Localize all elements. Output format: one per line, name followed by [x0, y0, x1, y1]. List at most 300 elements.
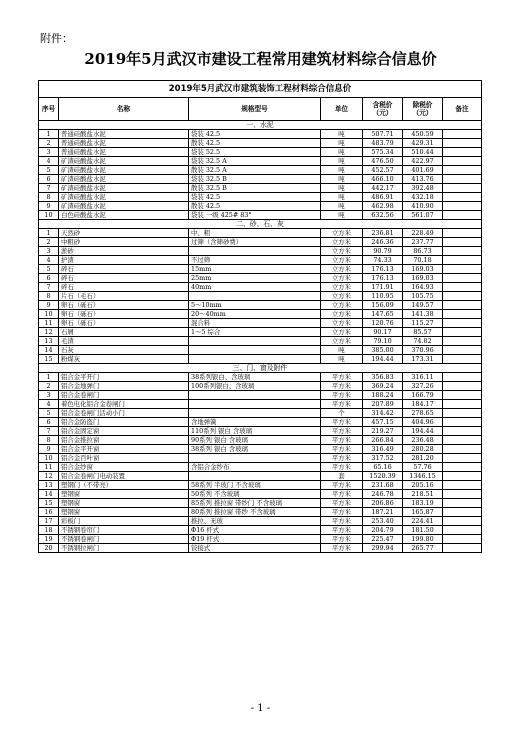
header-price-excl-tax: 除税价 （元）: [403, 98, 443, 121]
cell-price-incl-tax: 187.21: [363, 508, 403, 517]
cell-remark: [443, 391, 482, 400]
table-row: [39, 157, 482, 166]
cell-remark: [443, 409, 482, 418]
cell-spec: 110系列 银白 含玻璃: [189, 427, 321, 436]
cell-spec: 含地弹簧: [189, 418, 321, 427]
cell-name: 塑钢门（不带亮）: [59, 481, 189, 490]
cell-index: 14: [39, 490, 59, 499]
cell-unit: 平方米: [321, 544, 363, 553]
cell-remark: [443, 328, 482, 337]
cell-spec: 袋装 42.5: [189, 193, 321, 202]
cell-unit: 套: [321, 472, 363, 481]
cell-unit: 吨: [321, 166, 363, 175]
cell-name: 碎石: [59, 274, 189, 283]
cell-index: 12: [39, 328, 59, 337]
cell-price-excl-tax: 410.90: [403, 202, 443, 211]
cell-price-excl-tax: 422.97: [403, 157, 443, 166]
cell-price-excl-tax: 115.27: [403, 319, 443, 328]
cell-price-incl-tax: 236.81: [363, 229, 403, 238]
cell-spec: 85系列 推拉窗 带纱门 不含玻璃: [189, 499, 321, 508]
cell-remark: [443, 238, 482, 247]
cell-price-incl-tax: 176.13: [363, 274, 403, 283]
cell-remark: [443, 490, 482, 499]
cell-name: 铝合金纱窗: [59, 463, 189, 472]
cell-name: 塑钢窗: [59, 508, 189, 517]
cell-price-excl-tax: 166.79: [403, 391, 443, 400]
price-table: [38, 80, 482, 553]
cell-price-excl-tax: 105.75: [403, 292, 443, 301]
cell-price-incl-tax: 176.13: [363, 265, 403, 274]
cell-price-incl-tax: 79.10: [363, 337, 403, 346]
cell-unit: 立方米: [321, 319, 363, 328]
cell-unit: 吨: [321, 202, 363, 211]
cell-price-incl-tax: 466.10: [363, 175, 403, 184]
table-row: [39, 427, 482, 436]
cell-price-excl-tax: 281.20: [403, 454, 443, 463]
cell-remark: [443, 436, 482, 445]
cell-name: 铝合金卷闸门活动小门: [59, 409, 189, 418]
cell-remark: [443, 427, 482, 436]
section-title: 二、砂、石、灰: [39, 220, 482, 229]
table-row: [39, 526, 482, 535]
cell-spec: 含铝合金纱布: [189, 463, 321, 472]
cell-index: 8: [39, 292, 59, 301]
table-row: [39, 373, 482, 382]
cell-spec: [189, 337, 321, 346]
cell-remark: [443, 310, 482, 319]
cell-index: 13: [39, 481, 59, 490]
cell-name: 中粗砂: [59, 238, 189, 247]
cell-index: 2: [39, 382, 59, 391]
cell-spec: [189, 472, 321, 481]
table-row: [39, 499, 482, 508]
cell-price-excl-tax: 265.77: [403, 544, 443, 553]
cell-index: 8: [39, 436, 59, 445]
cell-price-excl-tax: 370.96: [403, 346, 443, 355]
table-header-row: [39, 98, 482, 121]
cell-name: 铝合金防盗门: [59, 418, 189, 427]
cell-price-incl-tax: 356.83: [363, 373, 403, 382]
cell-remark: [443, 301, 482, 310]
cell-price-incl-tax: 225.47: [363, 535, 403, 544]
cell-index: 2: [39, 139, 59, 148]
cell-unit: 立方米: [321, 274, 363, 283]
cell-name: 粉煤灰: [59, 355, 189, 364]
cell-index: 6: [39, 418, 59, 427]
cell-price-excl-tax: 169.03: [403, 274, 443, 283]
cell-name: 天然砂: [59, 229, 189, 238]
cell-unit: 平方米: [321, 382, 363, 391]
cell-spec: 袋装 32.5 A: [189, 157, 321, 166]
cell-price-incl-tax: 452.57: [363, 166, 403, 175]
cell-remark: [443, 472, 482, 481]
table-row: [39, 391, 482, 400]
cell-spec: 90系列 银白 含玻璃: [189, 436, 321, 445]
cell-unit: 平方米: [321, 436, 363, 445]
cell-spec: 1～5 综合: [189, 328, 321, 337]
cell-index: 17: [39, 517, 59, 526]
cell-name: 卵石（砾石）: [59, 310, 189, 319]
cell-spec: 5～10mm: [189, 301, 321, 310]
table-row: [39, 436, 482, 445]
cell-price-excl-tax: 194.44: [403, 427, 443, 436]
section-header-row: [39, 121, 482, 130]
cell-unit: 立方米: [321, 238, 363, 247]
cell-name: 塑钢窗: [59, 499, 189, 508]
cell-spec: [189, 292, 321, 301]
cell-name: 着色电化铝合金卷闸门: [59, 400, 189, 409]
cell-price-incl-tax: 188.24: [363, 391, 403, 400]
cell-spec: 散装 32.5 B: [189, 184, 321, 193]
cell-index: 2: [39, 238, 59, 247]
cell-price-excl-tax: 74.82: [403, 337, 443, 346]
cell-unit: 立方米: [321, 337, 363, 346]
cell-index: 10: [39, 310, 59, 319]
header-remark: 备注: [443, 98, 482, 121]
cell-name: 护渣: [59, 256, 189, 265]
cell-price-incl-tax: 316.49: [363, 445, 403, 454]
cell-name: 普通硅酸盐水泥: [59, 139, 189, 148]
cell-spec: 50系列 不含玻璃: [189, 490, 321, 499]
cell-remark: [443, 463, 482, 472]
cell-unit: 平方米: [321, 400, 363, 409]
cell-price-excl-tax: 86.73: [403, 247, 443, 256]
cell-unit: 平方米: [321, 373, 363, 382]
cell-index: 4: [39, 400, 59, 409]
table-row: [39, 508, 482, 517]
cell-price-excl-tax: 429.31: [403, 139, 443, 148]
cell-spec: [189, 409, 321, 418]
table-row: [39, 472, 482, 481]
cell-price-excl-tax: 1346.15: [403, 472, 443, 481]
cell-unit: 吨: [321, 148, 363, 157]
cell-name: 碎石: [59, 283, 189, 292]
cell-price-incl-tax: 266.84: [363, 436, 403, 445]
cell-index: 15: [39, 355, 59, 364]
cell-remark: [443, 166, 482, 175]
cell-spec: [189, 400, 321, 409]
cell-index: 9: [39, 445, 59, 454]
cell-price-incl-tax: 206.86: [363, 499, 403, 508]
table-row: [39, 463, 482, 472]
cell-index: 9: [39, 301, 59, 310]
cell-index: 10: [39, 454, 59, 463]
table-row: [39, 400, 482, 409]
cell-spec: 80系列 推拉窗 带纱 不含玻璃: [189, 508, 321, 517]
cell-price-excl-tax: 85.57: [403, 328, 443, 337]
cell-index: 3: [39, 391, 59, 400]
cell-index: 7: [39, 184, 59, 193]
cell-remark: [443, 526, 482, 535]
cell-name: 矿渣硅酸盐水泥: [59, 175, 189, 184]
cell-price-incl-tax: 246.78: [363, 490, 403, 499]
table-row: [39, 175, 482, 184]
table-row: [39, 517, 482, 526]
cell-price-excl-tax: 413.76: [403, 175, 443, 184]
cell-price-incl-tax: 457.15: [363, 418, 403, 427]
table-row: [39, 238, 482, 247]
cell-spec: 38系列 银白 含玻璃: [189, 445, 321, 454]
header-unit: 单位: [321, 98, 363, 121]
table-row: [39, 346, 482, 355]
section-title: 三、门、窗及附件: [39, 364, 482, 373]
table-row: [39, 409, 482, 418]
cell-remark: [443, 445, 482, 454]
cell-spec: 15mm: [189, 265, 321, 274]
cell-name: 碎石: [59, 265, 189, 274]
cell-unit: 个: [321, 409, 363, 418]
table-row: [39, 382, 482, 391]
cell-price-excl-tax: 164.93: [403, 283, 443, 292]
cell-price-excl-tax: 316.11: [403, 373, 443, 382]
header-price-incl-tax: 含税价 （元）: [363, 98, 403, 121]
cell-price-incl-tax: 486.91: [363, 193, 403, 202]
cell-name: 塑钢窗: [59, 490, 189, 499]
table-row: [39, 202, 482, 211]
cell-price-excl-tax: 392.48: [403, 184, 443, 193]
cell-index: 15: [39, 499, 59, 508]
section-header-row: [39, 364, 482, 373]
cell-price-excl-tax: 278.65: [403, 409, 443, 418]
cell-unit: 吨: [321, 346, 363, 355]
cell-price-excl-tax: 181.50: [403, 526, 443, 535]
cell-unit: 立方米: [321, 247, 363, 256]
cell-index: 6: [39, 175, 59, 184]
cell-unit: 平方米: [321, 508, 363, 517]
cell-price-incl-tax: 253.40: [363, 517, 403, 526]
cell-spec: 25mm: [189, 274, 321, 283]
cell-spec: [189, 346, 321, 355]
cell-remark: [443, 148, 482, 157]
cell-unit: 立方米: [321, 310, 363, 319]
cell-remark: [443, 508, 482, 517]
table-row: [39, 229, 482, 238]
cell-spec: [189, 247, 321, 256]
cell-remark: [443, 184, 482, 193]
cell-price-excl-tax: 432.18: [403, 193, 443, 202]
cell-spec: Φ19 杆式: [189, 535, 321, 544]
cell-index: 4: [39, 256, 59, 265]
cell-unit: 吨: [321, 157, 363, 166]
cell-unit: 吨: [321, 355, 363, 364]
cell-price-incl-tax: 231.68: [363, 481, 403, 490]
cell-remark: [443, 418, 482, 427]
cell-unit: 平方米: [321, 517, 363, 526]
cell-spec: 推拉、无玻: [189, 517, 321, 526]
cell-price-incl-tax: 314.42: [363, 409, 403, 418]
table-row: [39, 184, 482, 193]
cell-unit: 平方米: [321, 499, 363, 508]
page-title: 2019年5月武汉市建设工程常用建筑材料综合信息价: [84, 50, 437, 68]
table-row: [39, 490, 482, 499]
table-row: [39, 211, 482, 220]
cell-remark: [443, 292, 482, 301]
cell-index: 18: [39, 526, 59, 535]
cell-spec: [189, 355, 321, 364]
header-spec: 规格型号: [189, 98, 321, 121]
cell-price-incl-tax: 1520.39: [363, 472, 403, 481]
cell-remark: [443, 355, 482, 364]
cell-price-incl-tax: 207.89: [363, 400, 403, 409]
cell-price-incl-tax: 219.27: [363, 427, 403, 436]
cell-price-excl-tax: 169.03: [403, 265, 443, 274]
cell-index: 14: [39, 346, 59, 355]
cell-spec: 40mm: [189, 283, 321, 292]
cell-unit: 立方米: [321, 283, 363, 292]
cell-index: 19: [39, 535, 59, 544]
cell-remark: [443, 346, 482, 355]
cell-price-incl-tax: 632.56: [363, 211, 403, 220]
cell-spec: 混合料: [189, 319, 321, 328]
cell-price-excl-tax: 561.07: [403, 211, 443, 220]
cell-price-excl-tax: 218.51: [403, 490, 443, 499]
cell-spec: 袋装 52.5: [189, 148, 321, 157]
cell-unit: 吨: [321, 139, 363, 148]
cell-price-incl-tax: 575.34: [363, 148, 403, 157]
cell-spec: 袋装 42.5: [189, 130, 321, 139]
cell-index: 13: [39, 337, 59, 346]
cell-remark: [443, 229, 482, 238]
cell-price-incl-tax: 507.71: [363, 130, 403, 139]
cell-remark: [443, 193, 482, 202]
cell-index: 7: [39, 283, 59, 292]
cell-price-excl-tax: 237.77: [403, 238, 443, 247]
table-row: [39, 166, 482, 175]
cell-spec: [189, 454, 321, 463]
cell-price-incl-tax: 194.44: [363, 355, 403, 364]
cell-price-excl-tax: 404.96: [403, 418, 443, 427]
cell-remark: [443, 454, 482, 463]
table-row: [39, 319, 482, 328]
cell-price-excl-tax: 228.49: [403, 229, 443, 238]
header-name: 名称: [59, 98, 189, 121]
cell-spec: 过筛（含筛砂费）: [189, 238, 321, 247]
table-row: [39, 247, 482, 256]
cell-name: 铝合金推拉窗: [59, 436, 189, 445]
cell-index: 1: [39, 373, 59, 382]
cell-name: 普通硅酸盐水泥: [59, 148, 189, 157]
table-title: 2019年5月武汉市建筑装饰工程材料综合信息价: [39, 81, 482, 98]
cell-price-excl-tax: 327.26: [403, 382, 443, 391]
cell-price-incl-tax: 476.50: [363, 157, 403, 166]
cell-remark: [443, 265, 482, 274]
cell-unit: 立方米: [321, 301, 363, 310]
cell-remark: [443, 211, 482, 220]
table-row: [39, 265, 482, 274]
table-row: [39, 130, 482, 139]
cell-index: 11: [39, 463, 59, 472]
cell-price-incl-tax: 90.79: [363, 247, 403, 256]
cell-index: 1: [39, 130, 59, 139]
cell-remark: [443, 175, 482, 184]
table-row: [39, 355, 482, 364]
cell-index: 3: [39, 247, 59, 256]
cell-unit: 吨: [321, 211, 363, 220]
table-row: [39, 310, 482, 319]
cell-spec: 散装 32.5 A: [189, 166, 321, 175]
cell-remark: [443, 274, 482, 283]
cell-remark: [443, 373, 482, 382]
cell-name: 矿渣硅酸盐水泥: [59, 193, 189, 202]
cell-spec: 38系列银白、含玻璃: [189, 373, 321, 382]
section-title: 一、水泥: [39, 121, 482, 130]
cell-remark: [443, 337, 482, 346]
table-row: [39, 481, 482, 490]
cell-price-excl-tax: 401.69: [403, 166, 443, 175]
cell-remark: [443, 481, 482, 490]
cell-price-excl-tax: 141.38: [403, 310, 443, 319]
table-row: [39, 274, 482, 283]
cell-index: 11: [39, 319, 59, 328]
cell-unit: 平方米: [321, 391, 363, 400]
cell-unit: 立方米: [321, 265, 363, 274]
cell-index: 5: [39, 409, 59, 418]
cell-name: 不锈钢卷帘门: [59, 526, 189, 535]
cell-spec: 散装 42.5: [189, 139, 321, 148]
cell-index: 10: [39, 211, 59, 220]
cell-name: 卵石（砾石）: [59, 319, 189, 328]
cell-spec: Φ16 杆式: [189, 526, 321, 535]
cell-price-incl-tax: 74.33: [363, 256, 403, 265]
cell-spec: 不过筛: [189, 256, 321, 265]
cell-price-excl-tax: 205.16: [403, 481, 443, 490]
cell-remark: [443, 319, 482, 328]
cell-unit: 平方米: [321, 526, 363, 535]
cell-unit: 吨: [321, 184, 363, 193]
cell-name: 矿渣硅酸盐水泥: [59, 184, 189, 193]
cell-price-incl-tax: 483.79: [363, 139, 403, 148]
cell-price-incl-tax: 171.91: [363, 283, 403, 292]
cell-index: 16: [39, 508, 59, 517]
cell-price-excl-tax: 173.31: [403, 355, 443, 364]
cell-name: 不锈钢拉闸门: [59, 544, 189, 553]
cell-name: 毛渣: [59, 337, 189, 346]
cell-index: 12: [39, 472, 59, 481]
table-row: [39, 328, 482, 337]
cell-index: 4: [39, 157, 59, 166]
cell-index: 8: [39, 193, 59, 202]
cell-unit: 平方米: [321, 535, 363, 544]
cell-price-incl-tax: 90.17: [363, 328, 403, 337]
cell-price-incl-tax: 299.94: [363, 544, 403, 553]
table-row: [39, 418, 482, 427]
cell-spec: 100系列银白、含玻璃: [189, 382, 321, 391]
cell-name: 铝合金卷闸门电动装置: [59, 472, 189, 481]
table-row: [39, 256, 482, 265]
cell-unit: 立方米: [321, 292, 363, 301]
cell-price-incl-tax: 156.09: [363, 301, 403, 310]
attachment-label: 附件：: [40, 32, 73, 45]
page-number: - 1 -: [250, 703, 271, 714]
table-row: [39, 139, 482, 148]
cell-index: 1: [39, 229, 59, 238]
cell-price-incl-tax: 462.98: [363, 202, 403, 211]
cell-price-excl-tax: 165.87: [403, 508, 443, 517]
cell-name: 石屑: [59, 328, 189, 337]
cell-remark: [443, 256, 482, 265]
cell-index: 6: [39, 274, 59, 283]
cell-index: 5: [39, 265, 59, 274]
cell-price-incl-tax: 317.52: [363, 454, 403, 463]
cell-spec: 中、粗: [189, 229, 321, 238]
cell-price-excl-tax: 184.17: [403, 400, 443, 409]
cell-unit: 立方米: [321, 256, 363, 265]
cell-remark: [443, 517, 482, 526]
cell-spec: 散装 42.5: [189, 202, 321, 211]
cell-name: 普通硅酸盐水泥: [59, 130, 189, 139]
cell-unit: 吨: [321, 175, 363, 184]
cell-index: 20: [39, 544, 59, 553]
